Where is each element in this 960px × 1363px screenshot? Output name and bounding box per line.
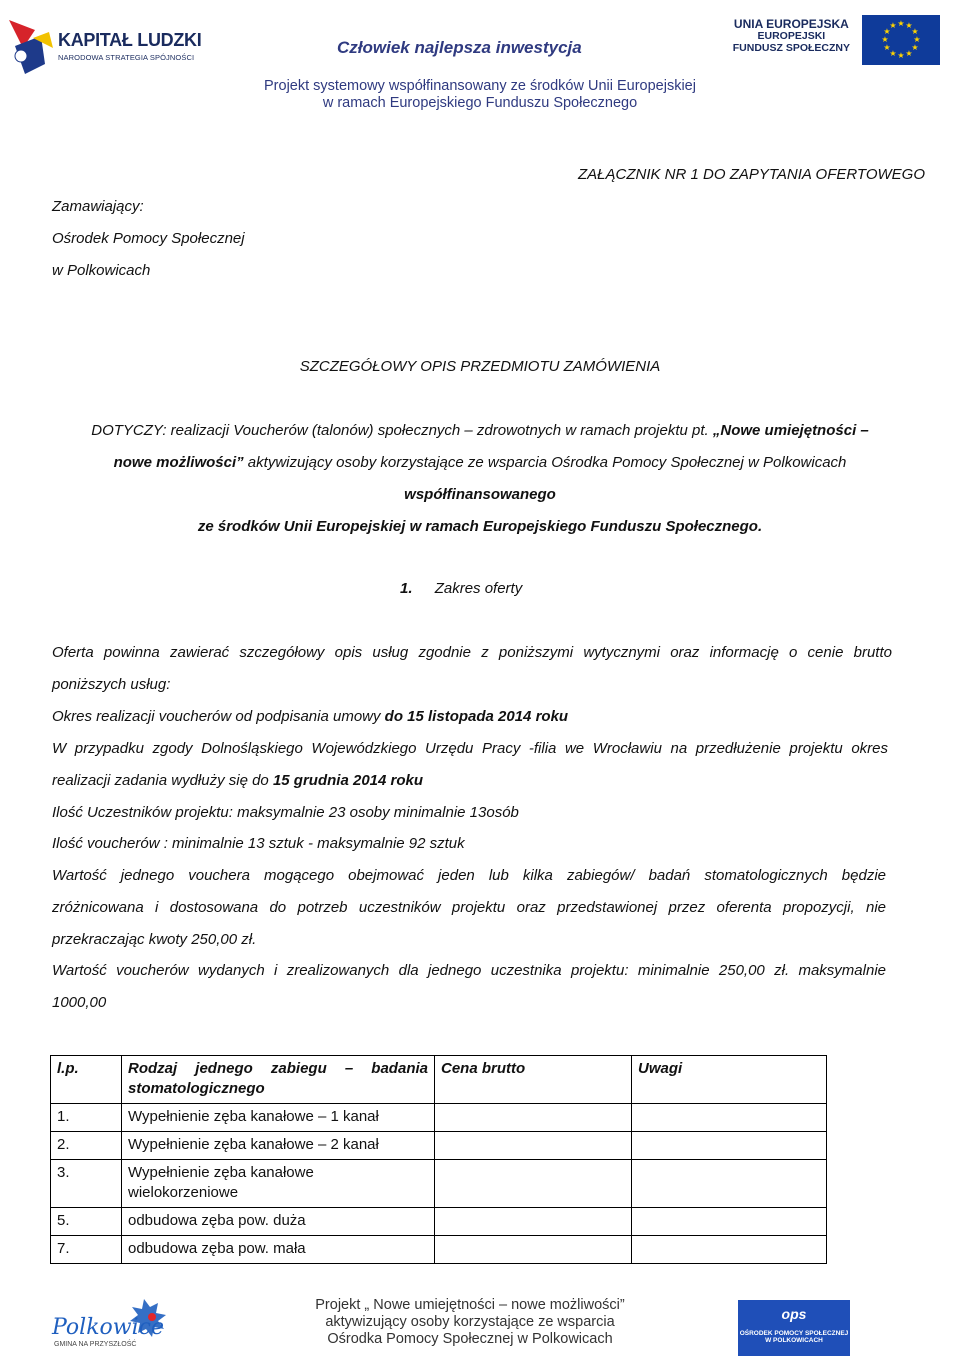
polkowice-subtitle: GMINA NA PRZYSZŁOŚĆ [54, 1341, 137, 1348]
table-row [51, 1104, 827, 1132]
polkowice-wordmark: Polkowice [52, 1315, 164, 1340]
concerns-line-2 [0, 454, 960, 471]
table-row [51, 1208, 827, 1236]
table-row [51, 1160, 827, 1208]
concerns-line-3: współfinansowanego [404, 486, 556, 503]
table-row [51, 1236, 827, 1264]
header-price: Cena brutto [435, 1056, 632, 1104]
kapital-ludzki-subtitle: NARODOWA STRATEGIA SPÓJNOŚCI [58, 53, 195, 62]
row-price-cell[interactable] [435, 1236, 632, 1264]
concerns-line-2-text: aktywizujący osoby korzystające ze wsparcia Ośrodka Pomocy Społecznej w Polkowicach [243, 454, 847, 471]
section-title: Zakres oferty [434, 580, 523, 597]
eu-logo-line-2: EUROPEJSKI [757, 30, 826, 42]
svg-text:★: ★ [911, 27, 919, 36]
kapital-ludzki-emblem-icon [5, 8, 61, 80]
ops-logo-short: ops [781, 1306, 807, 1322]
paragraph-4: Ilość Uczestników projektu: maksymalnie 23 osoby minimalnie 13osób [52, 804, 519, 821]
svg-text:★: ★ [897, 19, 905, 28]
row-price-cell[interactable] [435, 1160, 632, 1208]
deadline-date-2: 15 grudnia 2014 roku [272, 772, 424, 789]
concerns-line-4: ze środków Unii Europejskiej w ramach Europejskiego Funduszu Społecznego. [197, 518, 763, 535]
svg-text:★: ★ [881, 35, 889, 44]
orderer-label: Zamawiający: [52, 198, 144, 215]
svg-text:★: ★ [889, 21, 897, 30]
eu-logo-line-3: FUNDUSZ SPOŁECZNY [732, 42, 850, 54]
price-table [50, 1055, 827, 1264]
attachment-label: ZAŁĄCZNIK NR 1 DO ZAPYTANIA OFERTOWEGO [578, 166, 925, 183]
row-number: 7. [51, 1236, 122, 1264]
row-procedure: Wypełnienie zęba kanałowe – 1 kanał [122, 1104, 435, 1132]
table-header-row [51, 1056, 827, 1104]
eu-logo-line-1: UNIA EUROPEJSKA [733, 17, 849, 31]
table-row [51, 1132, 827, 1160]
svg-text:★: ★ [883, 43, 891, 52]
svg-text:★: ★ [911, 43, 919, 52]
project-name-part-1: „Nowe umiejętności – [712, 422, 869, 439]
svg-text:★: ★ [905, 49, 913, 58]
header-notes: Uwagi [632, 1056, 827, 1104]
row-number: 5. [51, 1208, 122, 1236]
section-heading [400, 580, 522, 597]
header-line-1: Projekt systemowy współfinansowany ze środków Unii Europejskiej [264, 78, 696, 94]
row-notes-cell[interactable] [632, 1104, 827, 1132]
row-price-cell[interactable] [435, 1132, 632, 1160]
kapital-ludzki-title: KAPITAŁ LUDZKI [58, 30, 202, 50]
paragraph-1-line-1: Oferta powinna zawierać szczegółowy opis usług zgodnie z poniższymi wytycznymi oraz informację o cenie brutto [52, 644, 892, 661]
footer-line-3: Ośrodka Pomocy Społecznej w Polkowicach [327, 1331, 613, 1347]
row-price-cell[interactable] [435, 1208, 632, 1236]
footer-line-2: aktywizujący osoby korzystające ze wsparcia [325, 1314, 615, 1330]
project-name-part-2: nowe możliwości” [113, 454, 244, 471]
svg-text:★: ★ [883, 27, 891, 36]
paragraph-7-line-2: 1000,00 [52, 994, 107, 1011]
concerns-line-1 [0, 422, 960, 439]
section-number: 1. [400, 580, 413, 597]
paragraph-3-line-2 [52, 772, 423, 789]
header-motto: Człowiek najlepsza inwestycja [337, 38, 582, 57]
eu-logo-text [733, 18, 850, 54]
svg-text:★: ★ [913, 35, 921, 44]
paragraph-2-text: Okres realizacji voucherów od podpisania umowy [52, 708, 385, 725]
row-notes-cell[interactable] [632, 1160, 827, 1208]
row-procedure: Wypełnienie zęba kanałowe – 2 kanał [122, 1132, 435, 1160]
row-number: 1. [51, 1104, 122, 1132]
svg-text:★: ★ [897, 51, 905, 60]
footer-line-1: Projekt „ Nowe umiejętności – nowe możliwości” [315, 1297, 625, 1313]
row-notes-cell[interactable] [632, 1208, 827, 1236]
orderer-name: Ośrodek Pomocy Społecznej [52, 230, 245, 247]
row-procedure: Wypełnienie zęba kanałowe wielokorzeniowe [122, 1160, 435, 1208]
document-title: SZCZEGÓŁOWY OPIS PRZEDMIOTU ZAMÓWIENIA [299, 358, 661, 375]
row-procedure: odbudowa zęba pow. duża [122, 1208, 435, 1236]
row-notes-cell[interactable] [632, 1236, 827, 1264]
paragraph-6-line-1: Wartość jednego vouchera mogącego obejmować jeden lub kilka zabiegów/ badań stomatologicznych będzie [52, 867, 886, 884]
paragraph-3-text: realizacji zadania wydłuży się do [52, 772, 273, 789]
paragraph-7-line-1: Wartość voucherów wydanych i zrealizowanych dla jednego uczestnika projektu: minimalnie 250,00 zł. maksymalnie [52, 962, 886, 979]
eu-flag-icon [862, 15, 940, 65]
row-price-cell[interactable] [435, 1104, 632, 1132]
row-number: 3. [51, 1160, 122, 1208]
svg-text:★: ★ [889, 49, 897, 58]
ops-logo-city: W POLKOWICACH [765, 1337, 823, 1344]
paragraph-3-line-1: W przypadku zgody Dolnośląskiego Wojewódzkiego Urzędu Pracy -filia we Wrocławiu na przedłużenie projektu okres [52, 740, 888, 757]
orderer-city: w Polkowicach [52, 262, 151, 279]
svg-text:★: ★ [905, 21, 913, 30]
deadline-date-1: do 15 listopada 2014 roku [384, 708, 569, 725]
ops-logo-name: OŚRODEK POMOCY SPOŁECZNEJ [739, 1330, 849, 1337]
ops-logo [738, 1300, 850, 1356]
paragraph-6-line-2: zróżnicowana i dostosowana do potrzeb uczestników projektu oraz przedstawionej przez oferenta propozycji, nie [52, 899, 886, 916]
header-lp: l.p. [51, 1056, 122, 1104]
paragraph-6-line-3: przekraczając kwoty 250,00 zł. [52, 931, 257, 948]
row-notes-cell[interactable] [632, 1132, 827, 1160]
paragraph-5: Ilość voucherów : minimalnie 13 sztuk - maksymalnie 92 sztuk [52, 835, 465, 852]
header-procedure: Rodzaj jednego zabiegu – badania stomatologicznego [122, 1056, 435, 1104]
header-line-2: w ramach Europejskiego Funduszu Społecznego [322, 95, 638, 111]
row-procedure: odbudowa zęba pow. mała [122, 1236, 435, 1264]
row-number: 2. [51, 1132, 122, 1160]
paragraph-2 [52, 708, 568, 725]
polkowice-logo [52, 1295, 172, 1357]
paragraph-1-line-2: poniższych usług: [52, 676, 171, 693]
concerns-line-1-text: DOTYCZY: realizacji Voucherów (talonów) społecznych – zdrowotnych w ramach projektu pt. [91, 422, 713, 439]
